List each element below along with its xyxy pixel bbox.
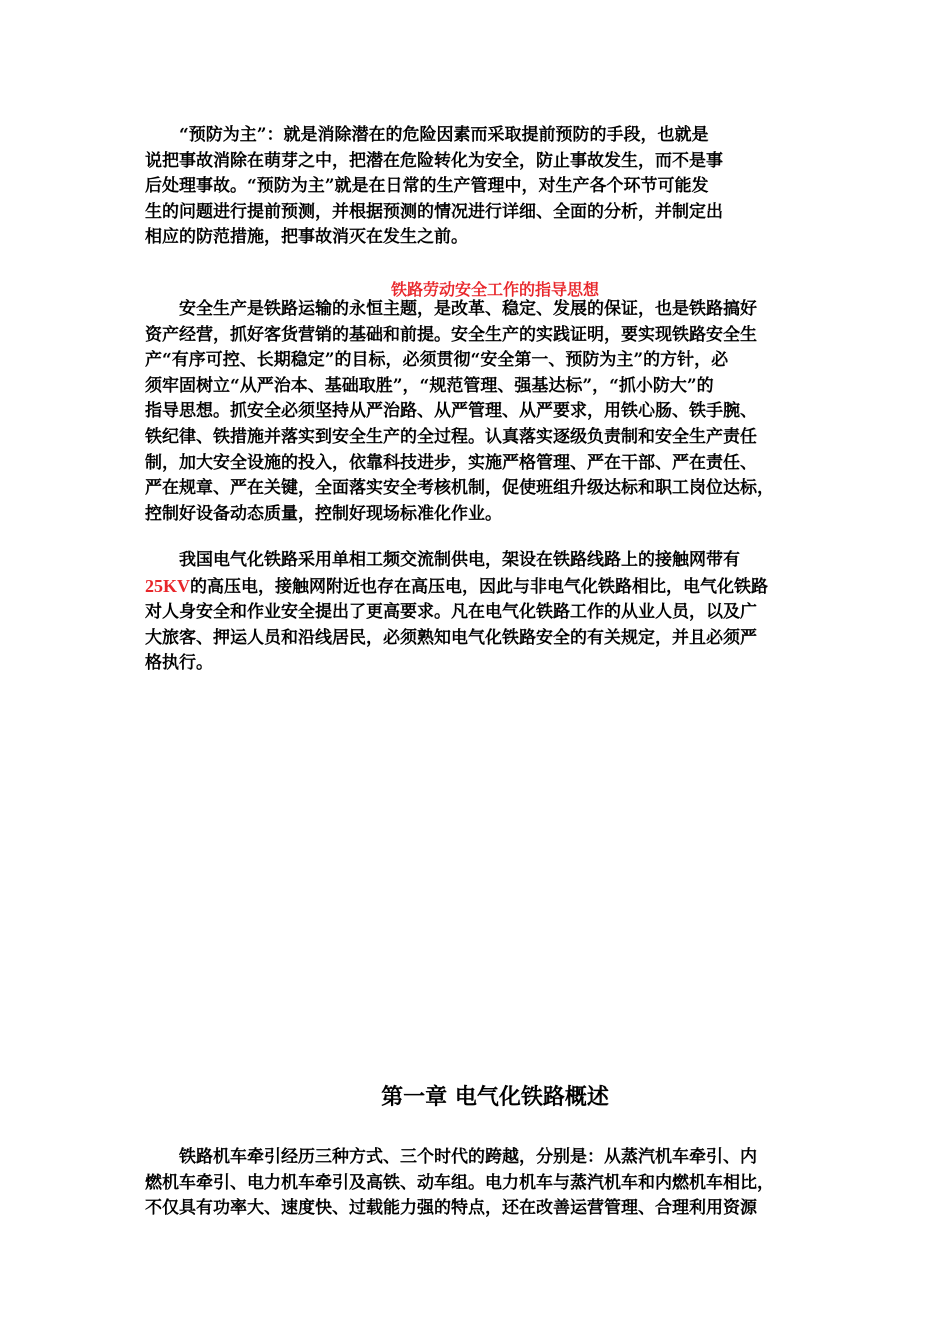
text-line: 后处理事故。“预防为主”就是在日常的生产管理中，对生产各个环节可能发 <box>145 176 709 197</box>
text-line: 控制好设备动态质量，控制好现场标准化作业。 <box>145 503 502 524</box>
chapter-title: 第一章 电气化铁路概述 <box>381 1084 609 1110</box>
text-line: 格执行。 <box>145 653 213 674</box>
text-fragment: 的高压电，接触网附近也存在高压电，因此与非电气化铁路相比，电气化铁路 <box>190 576 768 597</box>
text-line: 指导思想。抓安全必须坚持从严治路、从严管理、从严要求，用铁心肠、铁手腕、 <box>145 401 757 422</box>
text-line: 安全生产是铁路运输的永恒主题，是改革、稳定、发展的保证，也是铁路搞好 <box>179 299 757 319</box>
text-line: 须牢固树立“从严治本、基础取胜”，“规范管理、强基达标”，“抓小防大”的 <box>145 375 714 396</box>
text-line: “预防为主”：就是消除潜在的危险因素而采取提前预防的手段，也就是 <box>179 125 709 145</box>
text-line: 铁纪律、铁措施并落实到安全生产的全过程。认真落实逐级负责制和安全生产责任 <box>145 426 757 447</box>
text-line: 资产经营，抓好客货营销的基础和前提。安全生产的实践证明，要实现铁路安全生 <box>145 324 757 345</box>
text-line: 说把事故消除在萌芽之中，把潜在危险转化为安全，防止事故发生，而不是事 <box>145 150 723 171</box>
text-line: 大旅客、押运人员和沿线居民，必须熟知电气化铁路安全的有关规定，并且必须严 <box>145 627 757 648</box>
text-line: 相应的防范措施，把事故消灭在发生之前。 <box>145 227 468 248</box>
paragraph-electrified-railway <box>145 548 845 677</box>
text-line: 不仅具有功率大、速度快、过载能力强的特点，还在改善运营管理、合理利用资源 <box>145 1198 757 1219</box>
text-line: 生的问题进行提前预测，并根据预测的情况进行详细、全面的分析，并制定出 <box>145 201 723 222</box>
text-line <box>145 574 845 601</box>
section-title: 铁路劳动安全工作的指导思想 <box>390 280 599 299</box>
text-line: 燃机车牵引、电力机车牵引及高铁、动车组。电力机车与蒸汽机车和内燃机车相比， <box>145 1172 774 1193</box>
voltage-highlight: 25KV <box>145 575 190 596</box>
text-line: 制，加大安全设施的投入，依靠科技进步，实施严格管理、严在干部、严在责任、 <box>145 452 757 473</box>
text-line: 我国电气化铁路采用单相工频交流制供电，架设在铁路线路上的接触网带有 <box>179 550 740 570</box>
paragraph-traction-history <box>145 1145 845 1222</box>
text-line: 对人身安全和作业安全提出了更高要求。凡在电气化铁路工作的从业人员，以及广 <box>145 602 757 623</box>
paragraph-guiding-ideology <box>145 297 845 527</box>
text-line: 严在规章、严在关键，全面落实安全考核机制，促使班组升级达标和职工岗位达标， <box>145 478 774 499</box>
text-line: 铁路机车牵引经历三种方式、三个时代的跨越，分别是：从蒸汽机车牵引、内 <box>179 1147 757 1167</box>
paragraph-prevention <box>145 123 845 251</box>
text-line: 产“有序可控、长期稳定”的目标，必须贯彻“安全第一、预防为主”的方针，必 <box>145 350 729 371</box>
